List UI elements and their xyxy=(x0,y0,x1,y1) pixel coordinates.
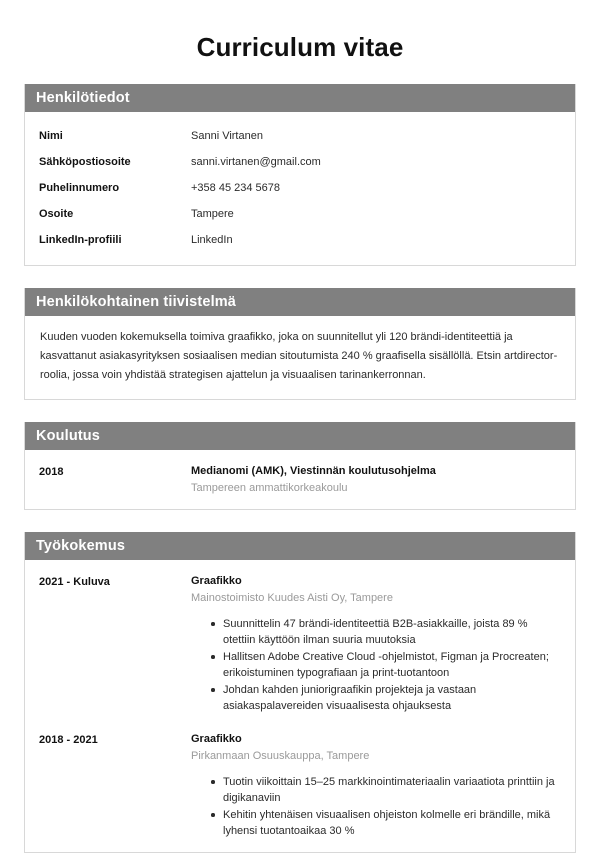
field-label-address: Osoite xyxy=(39,207,74,220)
page-title: Curriculum vitae xyxy=(196,32,404,62)
personal-details-body xyxy=(25,112,575,265)
field-label-email: Sähköpostiosoite xyxy=(39,155,131,168)
field-label-name: Nimi xyxy=(39,129,63,142)
education-entry-institution: Tampereen ammattikorkeakoulu xyxy=(191,482,348,494)
table-row xyxy=(39,201,561,227)
list-item: Johdan kahden juniorigraafikin projekteja ja vastaan asiakaspalavereiden visuaalisesta ohjauksesta xyxy=(211,682,561,714)
experience-entry-period: 2018 - 2021 xyxy=(39,734,98,746)
experience-body xyxy=(25,560,575,852)
education-entry-main xyxy=(191,463,561,497)
list-item: Kehitin yhtenäisen visuaalisen ohjeiston kolmelle eri brändille, mikä lyhensi tuotantoaikaa 30 % xyxy=(211,807,561,839)
list-item: Tuotin viikoittain 15–25 markkinointimateriaalin variaatiota printtiin ja digikanaviin xyxy=(211,774,561,806)
summary-paragraph: Kuuden vuoden kokemuksella toimiva graafikko, joka on suunnitellut yli 120 brändi-identiteettiä ja kasvattanut asiakasyrityksen sosiaalisen median sitoutumista 240 % graafisella sisällöllä. Etsin artdirector-roolia, jossa voin yhdistää strategisen ajattelun ja visuaalisen tarinankerronnan. xyxy=(40,331,558,381)
experience-entry-employer: Pirkanmaan Osuuskauppa, Tampere xyxy=(191,750,370,762)
section-summary xyxy=(24,288,576,400)
field-value-name: Sanni Virtanen xyxy=(191,129,263,142)
experience-entry-period: 2021 - Kuluva xyxy=(39,576,110,588)
section-heading-summary: Henkilökohtainen tiivistelmä xyxy=(25,288,575,316)
field-value-linkedin: LinkedIn xyxy=(191,233,233,246)
list-item: Suunnittelin 47 brändi-identiteettiä B2B-asiakkaille, joista 89 % otettiin käyttöön ilman suuria muutoksia xyxy=(211,616,561,648)
experience-entry-role: Graafikko xyxy=(191,733,242,745)
education-entry-degree: Medianomi (AMK), Viestinnän koulutusohjelma xyxy=(191,465,436,477)
education-entry xyxy=(39,461,561,497)
field-value-phone: +358 45 234 5678 xyxy=(191,181,281,194)
field-label-linkedin: LinkedIn-profiili xyxy=(39,233,122,246)
section-heading-education: Koulutus xyxy=(25,422,575,450)
experience-entry-main xyxy=(191,731,561,840)
education-entry-period: 2018 xyxy=(39,466,64,478)
field-value-email: sanni.virtanen@gmail.com xyxy=(191,155,321,168)
table-row xyxy=(39,175,561,201)
summary-body xyxy=(25,316,575,399)
field-label-phone: Puhelinnumero xyxy=(39,181,120,194)
section-heading-personal-details: Henkilötiedot xyxy=(25,84,575,112)
experience-entry xyxy=(39,715,561,840)
experience-entry-bullets xyxy=(191,774,561,839)
section-education xyxy=(24,422,576,510)
table-row xyxy=(39,123,561,149)
field-value-address: Tampere xyxy=(191,207,234,220)
list-item: Hallitsen Adobe Creative Cloud -ohjelmistot, Figman ja Procreaten; erikoistuminen typografiaan ja print-tuotantoon xyxy=(211,649,561,681)
section-experience xyxy=(24,532,576,853)
experience-entry-main xyxy=(191,573,561,715)
experience-entry-employer: Mainostoimisto Kuudes Aisti Oy, Tampere xyxy=(191,592,393,604)
experience-entry-role: Graafikko xyxy=(191,575,242,587)
table-row xyxy=(39,227,561,253)
experience-entry-bullets xyxy=(191,616,561,714)
section-personal-details xyxy=(24,84,576,266)
table-row xyxy=(39,149,561,175)
education-body xyxy=(25,450,575,509)
section-heading-experience: Työkokemus xyxy=(25,532,575,560)
experience-entry xyxy=(39,571,561,715)
